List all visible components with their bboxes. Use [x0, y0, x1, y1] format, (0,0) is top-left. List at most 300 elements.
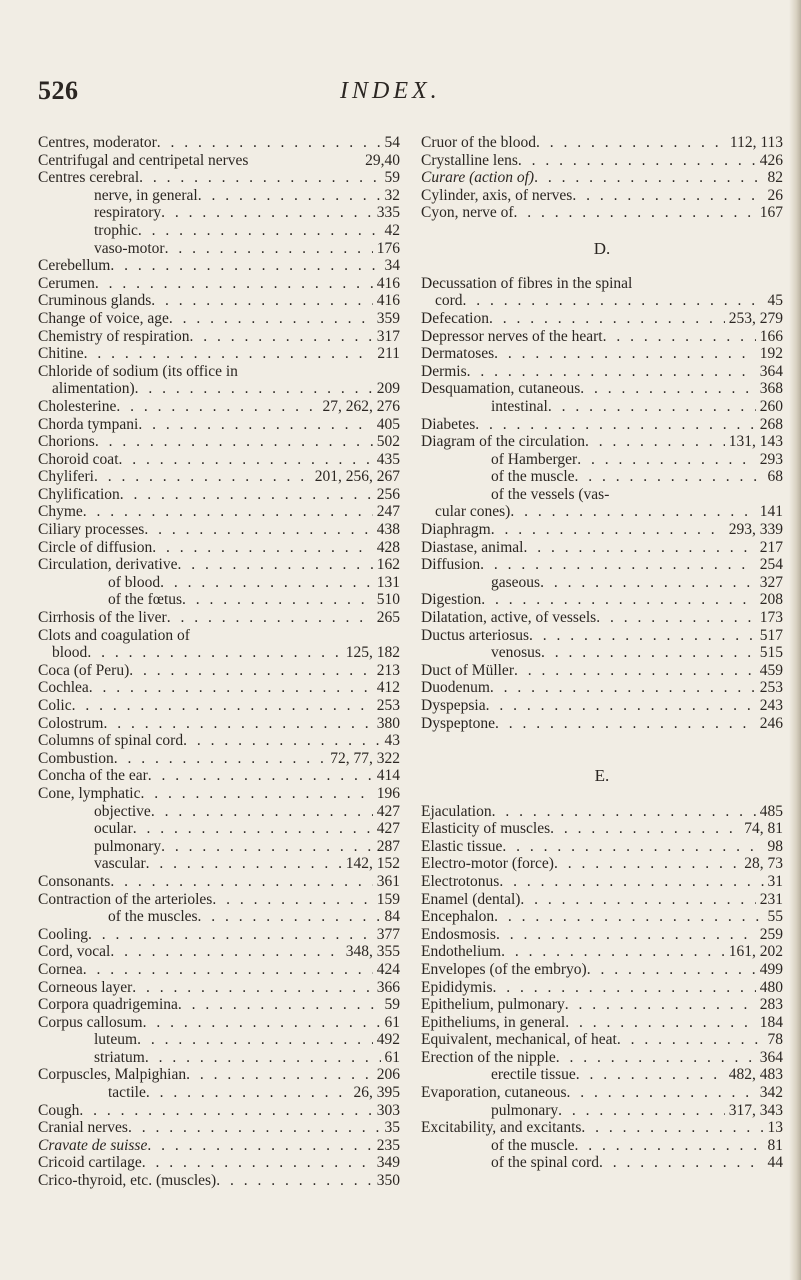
- entry-pages: 482, 483: [728, 1066, 783, 1084]
- entry-term: Coca (of Peru): [38, 661, 130, 679]
- dot-leader: [492, 803, 756, 821]
- index-entry: [421, 1014, 783, 1032]
- dot-leader: [95, 433, 373, 451]
- dot-leader: [581, 1119, 763, 1137]
- entry-term: pulmonary: [491, 1101, 559, 1119]
- index-entry: [38, 486, 400, 504]
- dot-leader: [501, 943, 725, 961]
- index-entry: [421, 486, 783, 504]
- dot-leader: [496, 926, 756, 944]
- dot-leader: [554, 855, 740, 873]
- entry-term: Cravate de suisse: [38, 1136, 148, 1154]
- entry-term: Equivalent, mechanical, of heat: [421, 1031, 617, 1049]
- index-entry: [421, 803, 783, 821]
- entry-pages: 283: [759, 996, 783, 1014]
- index-entry: [421, 187, 783, 205]
- dot-leader: [480, 556, 756, 574]
- entry-pages: 424: [376, 960, 400, 978]
- entry-term: Electrotonus: [421, 872, 500, 890]
- entry-term: Cerumen: [38, 274, 95, 292]
- index-entry: [38, 627, 400, 645]
- index-entry: [38, 187, 400, 205]
- entry-pages: 293: [759, 450, 783, 468]
- entry-pages: 159: [376, 890, 400, 908]
- index-entry: [38, 169, 400, 187]
- entry-term: Epithelium, pulmonary: [421, 996, 565, 1014]
- entry-term: Cruor of the blood: [421, 134, 536, 151]
- index-entry: [421, 1137, 783, 1155]
- dot-leader: [72, 697, 373, 715]
- entry-term: Contraction of the arterioles: [38, 890, 213, 908]
- entry-term: tactile: [108, 1084, 146, 1102]
- index-entry: [38, 961, 400, 979]
- entry-term: Chylification: [38, 485, 120, 503]
- entry-term: Cochlea: [38, 679, 89, 697]
- dot-leader: [518, 152, 756, 170]
- entry-pages: 502: [376, 433, 400, 451]
- index-entry: [421, 310, 783, 328]
- entry-pages: 59: [384, 996, 400, 1014]
- index-entry: [421, 679, 783, 697]
- dot-leader: [138, 416, 372, 434]
- index-entry: [38, 609, 400, 627]
- entry-pages: 416: [376, 274, 400, 292]
- entry-pages: 208: [759, 591, 783, 609]
- dot-leader: [145, 1049, 381, 1067]
- index-entry: [421, 1154, 783, 1172]
- dot-leader: [486, 697, 756, 715]
- entry-pages: 72, 77, 322: [330, 749, 400, 767]
- entry-term: Chyliferi: [38, 468, 94, 486]
- entry-term: Cerebellum: [38, 257, 111, 275]
- dot-leader: [558, 1102, 725, 1120]
- index-entry: [38, 1119, 400, 1137]
- entry-pages: 317, 343: [728, 1101, 783, 1119]
- index-entry: [38, 240, 400, 258]
- dot-leader: [157, 134, 381, 152]
- entry-pages: 125, 182: [345, 644, 400, 662]
- index-entry: [38, 1084, 400, 1102]
- dot-leader: [499, 873, 763, 891]
- index-entry: [38, 697, 400, 715]
- dot-leader: [495, 715, 756, 733]
- entry-term: Crystalline lens: [421, 151, 518, 169]
- entry-pages: 517: [759, 626, 783, 644]
- entry-pages: 27, 262, 276: [322, 397, 400, 415]
- dot-leader: [514, 662, 756, 680]
- entry-pages: 414: [376, 767, 400, 785]
- entry-term: Chorda tympani: [38, 415, 139, 433]
- index-entry: [38, 363, 400, 381]
- dot-leader: [494, 908, 763, 926]
- entry-term: Diastase, animal: [421, 538, 524, 556]
- entry-term: alimentation): [52, 380, 135, 398]
- entry-term: blood: [52, 644, 88, 662]
- index-entry: [38, 152, 400, 170]
- index-entry: [421, 152, 783, 170]
- entry-term: Cranial nerves: [38, 1119, 128, 1137]
- dot-leader: [514, 204, 756, 222]
- entry-pages: 176: [376, 239, 400, 257]
- entry-term: Envelopes (of the embryo): [421, 960, 587, 978]
- index-entry: [38, 556, 400, 574]
- dot-leader: [128, 1119, 381, 1137]
- index-entry: [421, 451, 783, 469]
- dot-leader: [151, 292, 373, 310]
- entry-pages: 243: [759, 697, 783, 714]
- dot-leader: [161, 204, 373, 222]
- entry-term: Chyme: [38, 503, 83, 521]
- entry-term: Cholesterine: [38, 397, 117, 415]
- dot-leader: [565, 996, 756, 1014]
- entry-term: cord: [435, 292, 463, 310]
- entry-term: Defecation: [421, 309, 489, 327]
- entry-term: nerve, in general: [94, 186, 198, 204]
- dot-leader: [575, 468, 764, 486]
- entry-pages: 43: [384, 732, 400, 750]
- entry-pages: 253: [759, 679, 783, 697]
- dot-leader: [198, 908, 381, 926]
- index-entry: [38, 767, 400, 785]
- entry-term: Diffusion: [421, 556, 481, 574]
- dot-leader: [79, 1102, 372, 1120]
- entry-pages: 256: [376, 485, 400, 503]
- entry-term: Circle of diffusion: [38, 538, 153, 556]
- entry-pages: 192: [759, 345, 783, 363]
- entry-pages: 235: [376, 1136, 400, 1154]
- entry-term: Duodenum: [421, 679, 490, 697]
- dot-leader: [139, 169, 380, 187]
- entry-term: Diaphragm: [421, 521, 491, 539]
- dot-leader: [114, 750, 326, 768]
- entry-term: Cough: [38, 1101, 80, 1119]
- entry-term: Erection of the nipple: [421, 1048, 556, 1066]
- entry-term: Corpora quadrigemina: [38, 996, 178, 1014]
- entry-pages: 59: [384, 169, 400, 187]
- dot-leader: [492, 979, 755, 997]
- entry-term: Diagram of the circulation: [421, 433, 585, 451]
- entry-term: Electro-motor (force): [421, 855, 554, 873]
- dot-leader: [467, 363, 756, 381]
- index-entry: [421, 609, 783, 627]
- dot-leader: [575, 1137, 764, 1155]
- dot-leader: [84, 345, 374, 363]
- dot-leader: [550, 820, 740, 838]
- index-entry: [421, 539, 783, 557]
- entry-term: Cord, vocal: [38, 943, 111, 961]
- dot-leader: [617, 1031, 764, 1049]
- entry-pages: 217: [759, 538, 783, 556]
- index-entry: [38, 574, 400, 592]
- index-entry: [38, 433, 400, 451]
- entry-pages: 459: [759, 661, 783, 679]
- entry-pages: 253: [376, 697, 400, 714]
- entry-pages: 253, 279: [728, 309, 783, 327]
- index-entry: [421, 697, 783, 715]
- entry-term: Colic: [38, 697, 72, 714]
- entry-pages: 412: [376, 679, 400, 697]
- entry-pages: 303: [376, 1101, 400, 1119]
- entry-pages: 247: [376, 503, 400, 521]
- dot-leader: [129, 662, 373, 680]
- index-entry: [421, 204, 783, 222]
- dot-leader: [489, 310, 725, 328]
- entry-pages: 28, 73: [744, 855, 783, 873]
- entry-pages: 131: [376, 573, 400, 591]
- entry-pages: 55: [767, 908, 783, 926]
- entry-term: Ejaculation: [421, 802, 492, 820]
- entry-term: Desquamation, cutaneous: [421, 380, 581, 398]
- section-letter: D.: [593, 238, 611, 258]
- entry-pages: 377: [376, 925, 400, 943]
- entry-term: Chloride of sodium (its office in: [38, 362, 238, 380]
- dot-leader: [481, 591, 755, 609]
- index-entry: [421, 1049, 783, 1067]
- entry-term: Cruminous glands: [38, 292, 152, 310]
- index-entry: [38, 222, 400, 240]
- dot-leader: [572, 187, 763, 205]
- entry-term: Duct of Müller: [421, 661, 514, 679]
- index-entry: [421, 1084, 783, 1102]
- index-entry: [38, 943, 400, 961]
- index-entry: [421, 345, 783, 363]
- index-entry: [421, 1119, 783, 1137]
- entry-pages: 350: [376, 1172, 400, 1190]
- entry-term: striatum: [94, 1048, 145, 1066]
- dot-leader: [599, 1154, 763, 1172]
- entry-pages: 342: [759, 1084, 783, 1102]
- index-entry: [421, 855, 783, 873]
- dot-leader: [151, 803, 373, 821]
- section-letter: E.: [594, 766, 610, 786]
- index-entry: [421, 943, 783, 961]
- entry-pages: 141: [759, 503, 783, 521]
- index-entry: [38, 820, 400, 838]
- dot-leader: [140, 785, 372, 803]
- entry-pages: 480: [759, 978, 783, 996]
- entry-term: Epitheliums, in general: [421, 1013, 566, 1031]
- dot-leader: [143, 1014, 381, 1032]
- index-entry: [421, 891, 783, 909]
- index-entry: [421, 591, 783, 609]
- index-column-right: [421, 134, 783, 1172]
- index-entry: [38, 855, 400, 873]
- entry-pages: 209: [376, 380, 400, 398]
- index-entry: [421, 574, 783, 592]
- entry-pages: 435: [376, 450, 400, 468]
- page-edge: [789, 0, 801, 1280]
- entry-term: respiratory: [94, 204, 162, 222]
- entry-term: Corneous layer: [38, 978, 133, 996]
- index-entry: [38, 539, 400, 557]
- index-entry: [421, 433, 783, 451]
- index-entry: [421, 328, 783, 346]
- dot-leader: [212, 891, 372, 909]
- index-entry: [421, 627, 783, 645]
- entry-pages: 81: [767, 1136, 783, 1154]
- entry-term: Excitability, and excitants: [421, 1119, 582, 1137]
- dot-leader: [548, 398, 756, 416]
- entry-term: objective: [94, 802, 151, 820]
- entry-pages: 366: [376, 978, 400, 996]
- index-entry: [421, 961, 783, 979]
- dot-leader: [556, 1049, 756, 1067]
- index-entry: [38, 328, 400, 346]
- index-entry: [38, 996, 400, 1014]
- dot-leader: [529, 627, 756, 645]
- entry-pages: 206: [376, 1066, 400, 1084]
- page-number: 526: [38, 76, 79, 105]
- entry-pages: 405: [376, 415, 400, 433]
- dot-leader: [110, 943, 341, 961]
- entry-term: Ciliary processes: [38, 521, 145, 539]
- dot-leader: [137, 1031, 373, 1049]
- index-entry: [38, 503, 400, 521]
- index-entry: [38, 1066, 400, 1084]
- index-entry: [421, 1031, 783, 1049]
- entry-term: Cyon, nerve of: [421, 204, 514, 222]
- index-column-left: [38, 134, 400, 1190]
- dot-leader: [169, 310, 373, 328]
- index-entry: [421, 134, 783, 152]
- entry-term: vaso-motor: [94, 239, 165, 257]
- entry-term: venosus: [491, 644, 541, 662]
- index-entry: [38, 1137, 400, 1155]
- dot-leader: [146, 1084, 350, 1102]
- dot-leader: [165, 240, 373, 258]
- index-entry: [38, 873, 400, 891]
- entry-pages: 31: [767, 872, 783, 890]
- entry-pages: 26, 395: [353, 1084, 400, 1102]
- entry-pages: 293, 339: [728, 521, 783, 539]
- entry-pages: 201, 256, 267: [314, 468, 400, 486]
- entry-term: Centrifugal and centripetal nerves: [38, 151, 249, 169]
- dot-leader: [160, 574, 373, 592]
- dot-leader: [94, 468, 311, 486]
- index-entry: [38, 451, 400, 469]
- dot-leader: [576, 1066, 725, 1084]
- index-entry: [38, 891, 400, 909]
- index-entry: [38, 468, 400, 486]
- entry-term: Combustion: [38, 749, 114, 767]
- entry-pages: 359: [376, 309, 400, 327]
- entry-term: Elasticity of muscles: [421, 820, 551, 838]
- entry-term: luteum: [94, 1031, 138, 1049]
- dot-leader: [177, 556, 372, 574]
- index-entry: [38, 1154, 400, 1172]
- entry-pages: 74, 81: [744, 820, 783, 838]
- entry-pages: 265: [376, 609, 400, 627]
- entry-pages: 54: [384, 134, 400, 151]
- index-entry: [38, 679, 400, 697]
- entry-term: Dyspeptone: [421, 714, 496, 732]
- entry-pages: 131, 143: [728, 433, 783, 451]
- entry-term: Choroid coat: [38, 450, 119, 468]
- entry-pages: 45: [767, 292, 783, 310]
- dot-leader: [523, 539, 755, 557]
- entry-pages: 438: [376, 521, 400, 539]
- entry-term: of the fœtus: [108, 591, 183, 609]
- index-entry: [421, 503, 783, 521]
- entry-term: Consonants: [38, 872, 111, 890]
- dot-leader: [135, 380, 373, 398]
- dot-leader: [148, 767, 373, 785]
- index-entry: [38, 257, 400, 275]
- index-entry: [38, 310, 400, 328]
- dot-leader: [146, 855, 342, 873]
- index-entry: [38, 662, 400, 680]
- index-entry: [38, 345, 400, 363]
- entry-term: Columns of spinal cord: [38, 732, 184, 750]
- dot-leader: [110, 257, 380, 275]
- index-entry: [421, 979, 783, 997]
- entry-pages: 335: [376, 204, 400, 222]
- dot-leader: [502, 838, 763, 856]
- dot-leader: [133, 820, 373, 838]
- entry-term: Chorions: [38, 433, 95, 451]
- index-entry: [38, 591, 400, 609]
- dot-leader: [120, 486, 373, 504]
- index-entry: [38, 1014, 400, 1032]
- index-entry: [421, 996, 783, 1014]
- dot-leader: [475, 416, 756, 434]
- dot-leader: [144, 521, 372, 539]
- dot-leader: [83, 503, 373, 521]
- entry-pages: 231: [759, 890, 783, 908]
- entry-pages: 485: [759, 802, 783, 820]
- entry-term: of the muscle: [491, 468, 575, 486]
- index-entry: [38, 1031, 400, 1049]
- entry-term: Cylinder, axis, of nerves: [421, 186, 573, 204]
- entry-term: Cooling: [38, 925, 88, 943]
- index-entry: [38, 732, 400, 750]
- index-entry: [38, 292, 400, 310]
- entry-pages: 61: [384, 1048, 400, 1066]
- dot-leader: [534, 169, 763, 187]
- entry-pages: 26: [767, 186, 783, 204]
- entry-term: Change of voice, age: [38, 309, 169, 327]
- dot-leader: [566, 1084, 755, 1102]
- entry-pages: 166: [759, 327, 783, 345]
- dot-leader: [183, 732, 380, 750]
- entry-term: Digestion: [421, 591, 482, 609]
- entry-term: Curare (action of): [421, 169, 535, 187]
- dot-leader: [89, 679, 373, 697]
- index-entry: [38, 908, 400, 926]
- entry-term: Cricoid cartilage: [38, 1154, 142, 1172]
- entry-term: Clots and coagulation of: [38, 626, 190, 644]
- index-entry: [421, 521, 783, 539]
- entry-term: Depressor nerves of the heart: [421, 327, 603, 345]
- index-entry: [38, 1172, 400, 1190]
- entry-term: intestinal: [491, 397, 548, 415]
- entry-term: Decussation of fibres in the spinal: [421, 274, 633, 292]
- entry-pages: 173: [759, 609, 783, 627]
- entry-term: pulmonary: [94, 837, 162, 855]
- dot-leader: [147, 1137, 372, 1155]
- entry-term: Endothelium: [421, 943, 502, 961]
- entry-term: Corpus callosum: [38, 1013, 143, 1031]
- entry-term: Cone, lymphatic: [38, 784, 141, 802]
- spacer: [421, 785, 783, 803]
- entry-term: Colostrum: [38, 714, 104, 732]
- index-entry: [421, 662, 783, 680]
- spacer: [421, 257, 783, 275]
- entry-term: ocular: [94, 820, 133, 838]
- index-entry: [38, 275, 400, 293]
- dot-leader: [167, 609, 373, 627]
- entry-pages: 78: [767, 1031, 783, 1049]
